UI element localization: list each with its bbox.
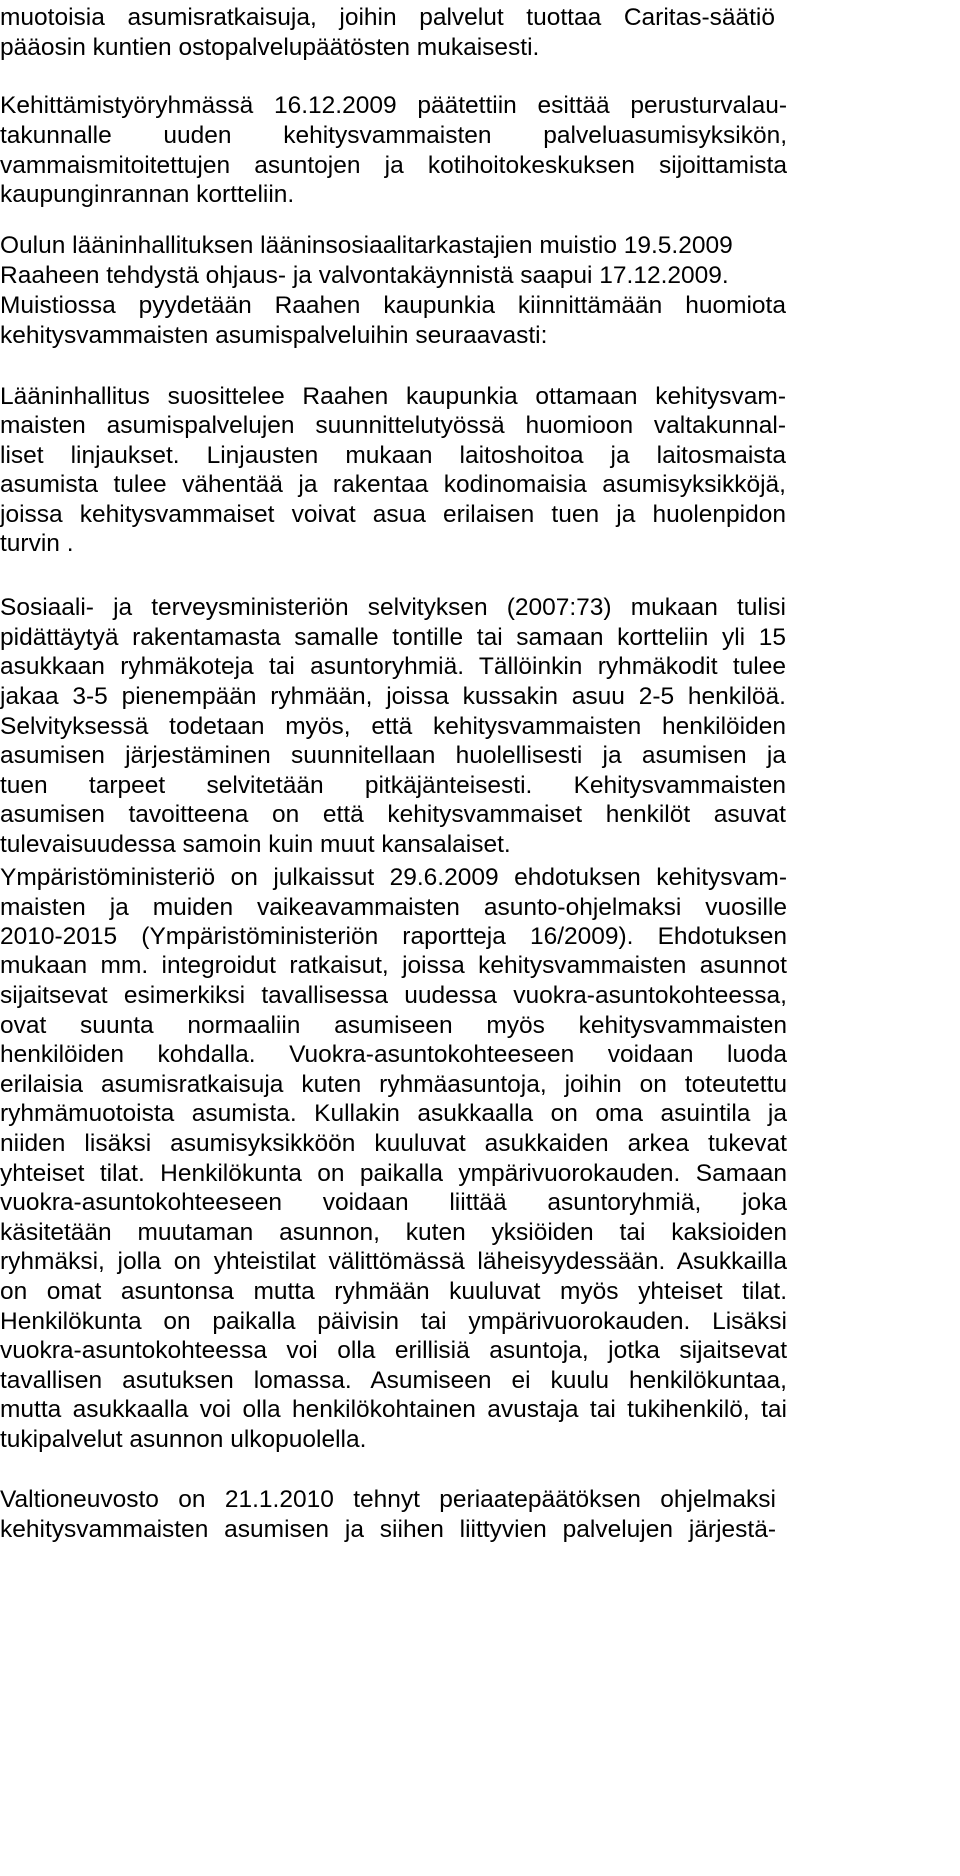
text-line: mukaan mm. integroidut ratkaisut, joissa kehitysvammaisten asunnot bbox=[0, 952, 787, 979]
text-line: sijaitsevat esimerkiksi tavallisessa uudessa vuokra-asuntokohteessa, bbox=[0, 982, 787, 1009]
text-line: 2010-2015 (Ympäristöministeriön raportteja 16/2009). Ehdotuksen bbox=[0, 923, 787, 950]
text-line: muotoisia asumisratkaisuja, joihin palvelut tuottaa Caritas-säätiö bbox=[0, 4, 775, 31]
text-line: Sosiaali- ja terveysministeriön selvityksen (2007:73) mukaan tulisi bbox=[0, 594, 786, 621]
text-line: kaupunginrannan kortteliin. bbox=[0, 181, 295, 208]
text-line: joissa kehitysvammaiset voivat asua erilaisen tuen ja huolenpidon bbox=[0, 501, 786, 528]
text-line: pidättäytyä rakentamasta samalle tontille tai samaan kortteliin yli 15 bbox=[0, 624, 786, 651]
text-line: tuen tarpeet selvitetään pitkäjänteisesti. Kehitysvammaisten bbox=[0, 772, 786, 799]
text-line: yhteiset tilat. Henkilökunta on paikalla ympärivuorokauden. Samaan bbox=[0, 1160, 787, 1187]
text-line: Muistiossa pyydetään Raahen kaupunkia kiinnittämään huomiota bbox=[0, 292, 786, 319]
text-line: Raaheen tehdystä ohjaus- ja valvontakäynnistä saapui 17.12.2009. bbox=[0, 262, 729, 289]
text-line: jakaa 3-5 pienempään ryhmään, joissa kussakin asuu 2-5 henkilöä. bbox=[0, 683, 786, 710]
text-line: tulevaisuudessa samoin kuin muut kansalaiset. bbox=[0, 831, 511, 858]
text-line: turvin . bbox=[0, 530, 74, 557]
text-line: Ympäristöministeriö on julkaissut 29.6.2009 ehdotuksen kehitysvam- bbox=[0, 864, 787, 891]
text-line: tavallisen asutuksen lomassa. Asumiseen ei kuulu henkilökuntaa, bbox=[0, 1367, 787, 1394]
text-line: mutta asukkaalla voi olla henkilökohtainen avustaja tai tukihenkilö, tai bbox=[0, 1396, 787, 1423]
text-line: ryhmäksi, jolla on yhteistilat välittömässä läheisyydessään. Asukkailla bbox=[0, 1248, 787, 1275]
text-line: asumista tulee vähentää ja rakentaa kodinomaisia asumisyksikköjä, bbox=[0, 471, 786, 498]
text-line: liset linjaukset. Linjausten mukaan laitoshoitoa ja laitosmaista bbox=[0, 442, 786, 469]
text-line: asukkaan ryhmäkoteja tai asuntoryhmiä. Tällöinkin ryhmäkodit tulee bbox=[0, 653, 786, 680]
text-line: vammaismitoitettujen asuntojen ja kotihoitokeskuksen sijoittamista bbox=[0, 152, 787, 179]
text-line: vuokra-asuntokohteessa voi olla erillisiä asuntoja, jotka sijaitsevat bbox=[0, 1337, 787, 1364]
text-line: kehitysvammaisten asumisen ja siihen liittyvien palvelujen järjestä- bbox=[0, 1516, 776, 1543]
text-line: Oulun lääninhallituksen lääninsosiaalitarkastajien muistio 19.5.2009 bbox=[0, 232, 733, 259]
text-line: erilaisia asumisratkaisuja kuten ryhmäasuntoja, joihin on toteutettu bbox=[0, 1071, 787, 1098]
text-line: vuokra-asuntokohteeseen voidaan liittää asuntoryhmiä, joka bbox=[0, 1189, 787, 1216]
text-line: Valtioneuvosto on 21.1.2010 tehnyt periaatepäätöksen ohjelmaksi bbox=[0, 1486, 776, 1513]
text-line: Lääninhallitus suosittelee Raahen kaupunkia ottamaan kehitysvam- bbox=[0, 383, 786, 410]
text-line: tukipalvelut asunnon ulkopuolella. bbox=[0, 1426, 367, 1453]
text-line: asumisen järjestäminen suunnitellaan huolellisesti ja asumisen ja bbox=[0, 742, 786, 769]
text-line: maisten ja muiden vaikeavammaisten asunto-ohjelmaksi vuosille bbox=[0, 894, 787, 921]
text-line: Kehittämistyöryhmässä 16.12.2009 päätettiin esittää perusturvalau- bbox=[0, 92, 787, 119]
text-line: maisten asumispalvelujen suunnittelutyössä huomioon valtakunnal- bbox=[0, 412, 786, 439]
text-line: ryhmämuotoista asumista. Kullakin asukkaalla on oma asuintila ja bbox=[0, 1100, 787, 1127]
text-line: käsitetään muutaman asunnon, kuten yksiöiden tai kaksioiden bbox=[0, 1219, 787, 1246]
text-line: Henkilökunta on paikalla päivisin tai ympärivuorokauden. Lisäksi bbox=[0, 1308, 787, 1335]
text-line: ovat suunta normaaliin asumiseen myös kehitysvammaisten bbox=[0, 1012, 787, 1039]
text-line: kehitysvammaisten asumispalveluihin seuraavasti: bbox=[0, 322, 548, 349]
text-line: asumisen tavoitteena on että kehitysvammaiset henkilöt asuvat bbox=[0, 801, 786, 828]
text-line: on omat asuntonsa mutta ryhmään kuuluvat myös yhteiset tilat. bbox=[0, 1278, 787, 1305]
text-line: takunnalle uuden kehitysvammaisten palveluasumisyksikön, bbox=[0, 122, 787, 149]
text-line: niiden lisäksi asumisyksikköön kuuluvat asukkaiden arkea tukevat bbox=[0, 1130, 787, 1157]
text-line: pääosin kuntien ostopalvelupäätösten mukaisesti. bbox=[0, 34, 540, 61]
text-line: henkilöiden kohdalla. Vuokra-asuntokohteeseen voidaan luoda bbox=[0, 1041, 787, 1068]
text-line: Selvityksessä todetaan myös, että kehitysvammaisten henkilöiden bbox=[0, 713, 786, 740]
